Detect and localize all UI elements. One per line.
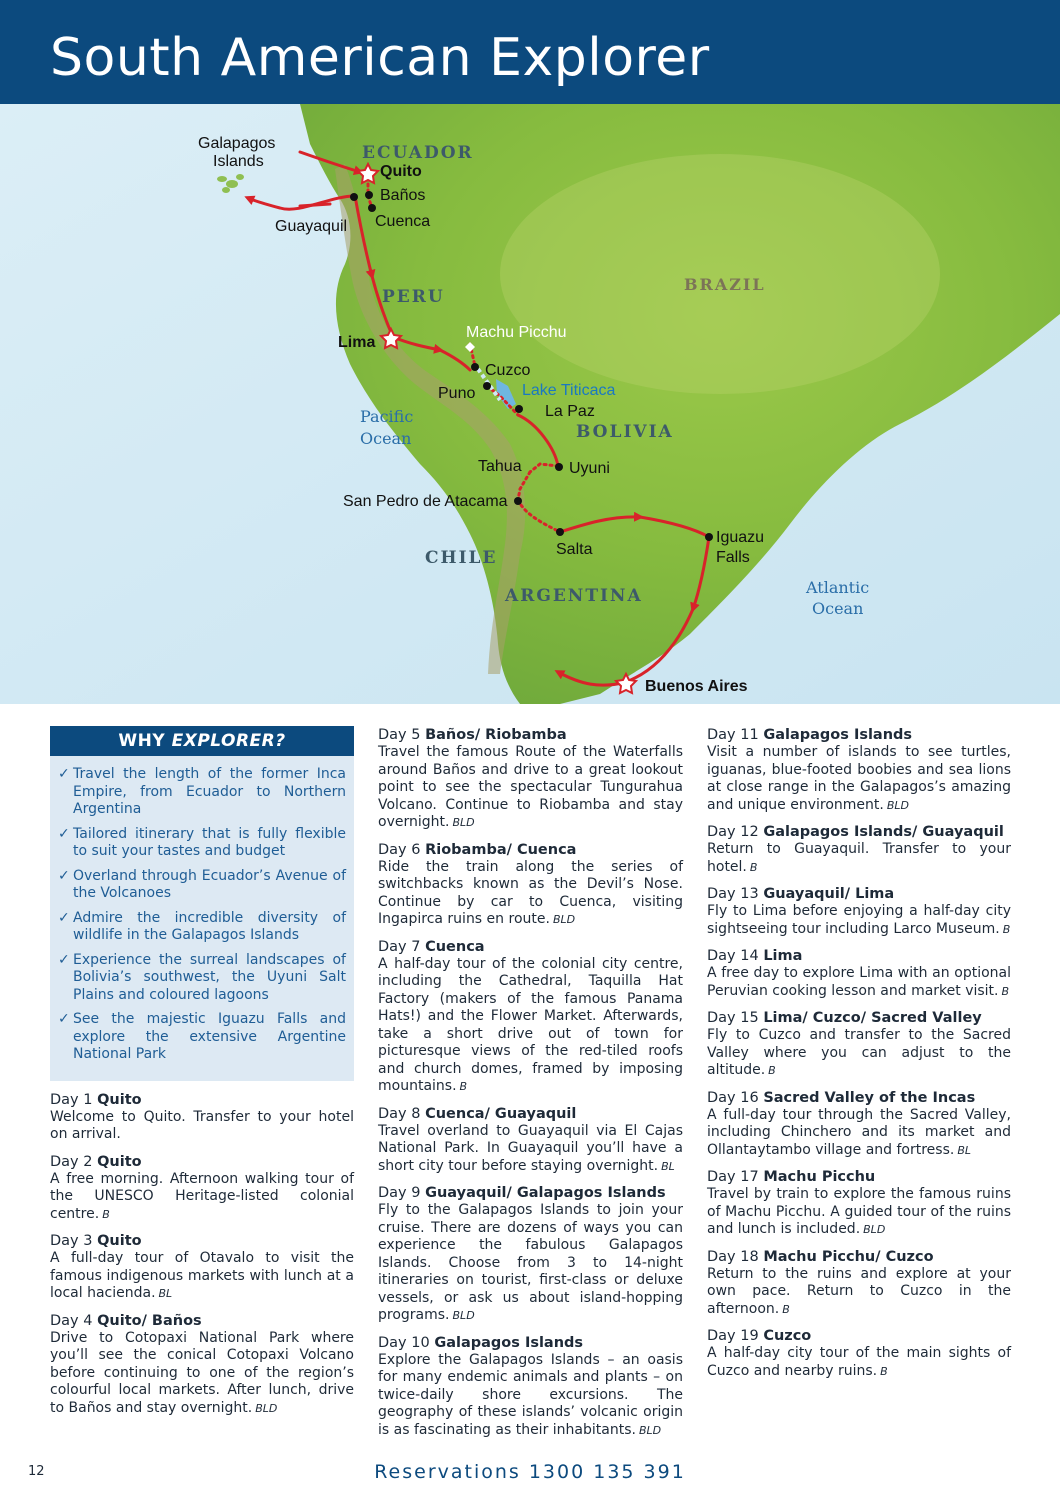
day-entry: Day 14 Lima A free day to explore Lima with an optional Peruvian cooking lesson and market visit. B: [707, 948, 1011, 999]
label-atacama: San Pedro de Atacama: [343, 493, 508, 510]
map-svg: [0, 104, 1060, 704]
label-iguazu-1: Iguazu: [716, 529, 765, 546]
page-header: [0, 0, 1060, 104]
label-banos: Baños: [380, 187, 426, 204]
page-number: 12: [28, 1464, 45, 1479]
label-ecuador: ECUADOR: [362, 143, 474, 163]
label-uyuni: Uyuni: [569, 460, 610, 477]
route-map: [0, 104, 1060, 704]
label-la-paz: La Paz: [545, 403, 595, 420]
day-entry: Day 2 Quito A free morning. Afternoon walking tour of the UNESCO Heritage-listed colonial centre. B: [50, 1153, 354, 1222]
label-atlantic-2: Ocean: [812, 599, 864, 618]
why-item: ✓ Travel the length of the former Inca Empire, from Ecuador to Northern Argentina: [58, 766, 346, 817]
label-galapagos-2: Islands: [213, 153, 264, 170]
label-peru: PERU: [382, 287, 445, 307]
label-chile: CHILE: [425, 548, 498, 568]
check-icon: ✓: [58, 909, 70, 926]
day-entry: Day 15 Lima/ Cuzco/ Sacred Valley Fly to Cuzco and transfer to the Sacred Valley where you can adjust to the altitude. B: [707, 1010, 1011, 1078]
why-explorer-list: [50, 756, 354, 1064]
why-item: ✓ See the majestic Iguazu Falls and explore the extensive Argentine National Park: [58, 1011, 346, 1062]
day-entry: Day 16 Sacred Valley of the Incas A full-day tour through the Sacred Valley, including Chinchero and its market and Ollantaytambo village and fortress. BL: [707, 1089, 1011, 1158]
label-brazil: BRAZIL: [684, 275, 766, 294]
label-pacific-1: Pacific: [360, 407, 414, 426]
label-puno: Puno: [438, 385, 476, 402]
label-cuenca: Cuenca: [375, 213, 431, 230]
why-item: ✓ Experience the surreal landscapes of Bolivia’s southwest, the Uyuni Salt Plains and coloured lagoons: [58, 951, 346, 1003]
label-iguazu-2: Falls: [716, 549, 750, 566]
day-entry: Day 5 Baños/ Riobamba Travel the famous Route of the Waterfalls around Baños and drive to a great lookout point to see the spectacular Tungurahua Volcano. Continue to Riobamba and stay overnight. BLD: [378, 727, 683, 830]
label-quito: Quito: [380, 163, 422, 180]
label-tahua: Tahua: [478, 458, 522, 475]
column-3: [707, 726, 1011, 1389]
why-explorer-title: WHY EXPLORER?: [50, 726, 354, 756]
day-entry: Day 9 Guayaquil/ Galapagos Islands Fly to the Galapagos Islands to join your cruise. There are dozens of ways you can experience the fabulous Galapagos Islands. Choose from 3 to 14-night itineraries on tourist, first-class or deluxe vessels, or ask us about island-hopping programs. BLD: [378, 1185, 683, 1323]
label-bolivia: BOLIVIA: [576, 422, 674, 442]
check-icon: ✓: [58, 951, 70, 968]
page-title: South American Explorer: [50, 28, 710, 88]
check-icon: ✓: [58, 766, 70, 782]
check-icon: ✓: [58, 1011, 70, 1027]
label-galapagos-1: Galapagos: [198, 135, 276, 152]
reservations-phone: Reservations 1300 135 391: [374, 1461, 686, 1483]
day-entry: Day 6 Riobamba/ Cuenca Ride the train along the series of switchbacks known as the Devil’s Nose. Continue by car to Cuenca, visiting Ingapirca ruins en route. BLD: [378, 841, 683, 927]
label-cuzco: Cuzco: [485, 362, 531, 379]
label-lima: Lima: [338, 334, 376, 351]
label-argentina: ARGENTINA: [505, 586, 643, 606]
day-entry: Day 17 Machu Picchu Travel by train to explore the famous ruins of Machu Picchu. A guided tour of the ruins and lunch is included. BLD: [707, 1169, 1011, 1237]
check-icon: ✓: [58, 867, 70, 884]
label-lake-titicaca: Lake Titicaca: [522, 382, 616, 399]
label-atlantic-1: Atlantic: [806, 578, 870, 597]
label-salta: Salta: [556, 541, 593, 558]
why-item: ✓ Overland through Ecuador’s Avenue of the Volcanoes: [58, 867, 346, 901]
day-entry: Day 19 Cuzco A half-day city tour of the main sights of Cuzco and nearby ruins. B: [707, 1328, 1011, 1379]
label-pacific-2: Ocean: [360, 429, 412, 448]
why-explorer-box: [50, 726, 354, 1081]
day-entry: Day 10 Galapagos Islands Explore the Galapagos Islands – an oasis for many endemic animals and plants – on twice-daily shore excursions. The geography of these islands’ volcanic origin is as fascinating as their inhabitants. BLD: [378, 1334, 683, 1438]
day-entry: Day 12 Galapagos Islands/ Guayaquil Return to Guayaquil. Transfer to your hotel. B: [707, 824, 1011, 875]
day-entry: Day 4 Quito/ Baños Drive to Cotopaxi National Park where you’ll see the conical Cotopaxi Volcano before continuing to one of the region’s colourful local markets. After lunch, drive to Baños and stay overnight. BLD: [50, 1312, 354, 1416]
amazon-tint: [500, 154, 940, 394]
day-entry: Day 18 Machu Picchu/ Cuzco Return to the ruins and explore at your own pace. Return to Cuzco in the afternoon. B: [707, 1248, 1011, 1317]
day-entry: Day 13 Guayaquil/ Lima Fly to Lima before enjoying a half-day city sightseeing tour including Larco Museum. B: [707, 886, 1011, 937]
day-entry: Day 1 Quito Welcome to Quito. Transfer to your hotel on arrival.: [50, 1091, 354, 1142]
label-buenos-aires: Buenos Aires: [645, 678, 748, 695]
day-entry: Day 8 Cuenca/ Guayaquil Travel overland to Guayaquil via El Cajas National Park. In Guayaquil you’ll have a short city tour before staying overnight. BL: [378, 1105, 683, 1174]
label-machu-picchu: Machu Picchu: [466, 324, 567, 341]
check-icon: ✓: [58, 825, 70, 842]
column-1: [50, 726, 354, 1426]
why-item: ✓ Tailored itinerary that is fully flexible to suit your tastes and budget: [58, 825, 346, 859]
day-entry: Day 11 Galapagos Islands Visit a number of islands to see turtles, iguanas, blue-footed boobies and sea lions at close range in the Galapagos’s amazing and unique environment. BLD: [707, 727, 1011, 813]
label-guayaquil: Guayaquil: [275, 218, 348, 235]
day-entry: Day 7 Cuenca A half-day tour of the colonial city centre, including the Cathedral, Taquilla Hat Factory (makers of the famous Panama Hats!) and the Flower Market. Afterwards, take a short drive out of town for picturesque views of the red-tiled roofs and church domes, framed by imposing mountains. B: [378, 938, 683, 1094]
column-2: [378, 726, 683, 1448]
why-item: ✓ Admire the incredible diversity of wildlife in the Galapagos Islands: [58, 909, 346, 943]
day-entry: Day 3 Quito A full-day tour of Otavalo to visit the famous indigenous markets with lunch at a local hacienda. BL: [50, 1233, 354, 1301]
